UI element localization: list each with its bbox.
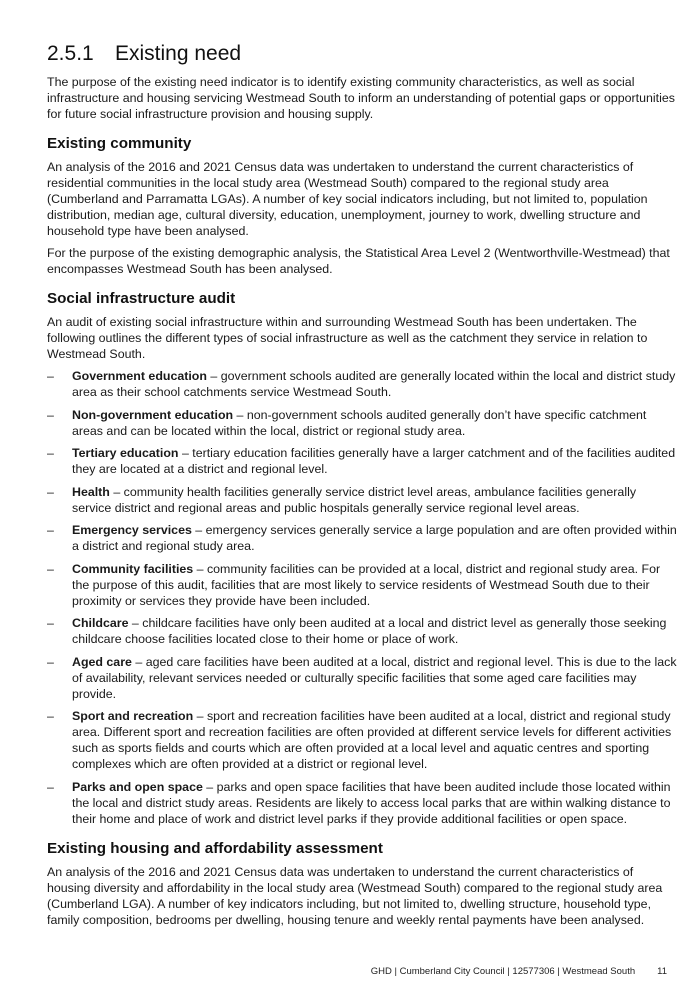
list-item [47, 368, 677, 400]
housing-heading: Existing housing and affordability assessment [47, 839, 383, 857]
dash-bullet: – [47, 779, 54, 794]
section-intro: The purpose of the existing need indicator is to identify existing community characteristics, as well as social infrastructure and housing servicing Westmead South to inform an understanding of potential gaps or opportunities for future social infrastructure provision and housing supply. [47, 75, 675, 121]
list-item-term: Childcare [72, 616, 129, 630]
list-item-term: Community facilities [72, 561, 194, 576]
list-item-text: – tertiary education facilities generally have a larger catchment and of the facilities audited they are located at a district and regional level. [72, 446, 676, 476]
page-number: 11 [657, 966, 667, 977]
list-item-text: – community health facilities generally service district level areas, ambulance facilities generally service district and regional areas and public hospitals generally service regional level areas. [72, 484, 637, 515]
dash-bullet: – [47, 561, 54, 576]
list-item-term: Parks and open space [72, 779, 203, 794]
list-item-text: – emergency services generally service a large population and are often provided within a district and regional study area. [72, 523, 677, 553]
list-item-text: – parks and open space facilities that have been audited include those located within the local and district study areas. Residents are likely to access local parks that are within walking distance to their home and place of work and district level parks if they provide additional facilities or open space. [72, 779, 671, 826]
list-item-text: – non-government schools audited generally don’t have specific catchment areas and can be located within the local, district or regional study area. [72, 407, 647, 438]
housing-paragraph: An analysis of the 2016 and 2021 Census data was undertaken to understand the current characteristics of housing diversity and affordability in the local study area (Westmead South) compared to the regional study area (Cumberland LGA). A number of key indicators including, but not limited to, dwelling structure, household type, family composition, bedrooms per dwelling, housing tenure and weekly rental payments have been analysed. [47, 864, 663, 927]
social-infrastructure-list [47, 368, 677, 827]
section-title: Existing need [115, 42, 242, 65]
dash-bullet: – [47, 709, 54, 723]
social-audit-heading: Social infrastructure audit [47, 290, 236, 307]
list-item-term: Tertiary education [72, 446, 179, 460]
list-item-term: Non-government education [72, 407, 234, 422]
dash-bullet: – [47, 407, 54, 422]
existing-community-heading: Existing community [47, 135, 192, 152]
list-item-term: Sport and recreation [72, 709, 194, 723]
dash-bullet: – [47, 654, 54, 669]
list-item [47, 654, 677, 702]
list-item-term: Aged care [72, 654, 132, 669]
list-item [47, 407, 677, 439]
list-item [47, 445, 677, 477]
dash-bullet: – [47, 369, 54, 383]
list-item-text: – aged care facilities have been audited at a local, district and regional level. This is due to the lack of availability, relevant services needed or culturally specific facilities that some aged care facilities may provide. [72, 654, 677, 701]
list-item [47, 615, 677, 647]
existing-community-paragraph-2: For the purpose of the existing demographic analysis, the Statistical Area Level 2 (Wentworthville-Westmead) that encompasses Westmead South has been analysed. [47, 246, 670, 276]
list-item [47, 484, 677, 516]
list-item-term: Health [72, 484, 110, 499]
dash-bullet: – [47, 523, 54, 537]
dash-bullet: – [47, 446, 54, 460]
social-audit-intro: An audit of existing social infrastructure within and surrounding Westmead South has been undertaken. The following outlines the different types of social infrastructure as well as the catchment they service in relation to Westmead South. [47, 315, 648, 361]
list-item-term: Government education [72, 369, 207, 383]
list-item [47, 708, 677, 772]
list-item-text: – government schools audited are generally located within the local and district study area as their school catchments service Westmead South. [72, 369, 676, 399]
document-page [47, 40, 677, 934]
list-item-text: – community facilities can be provided at a local, district and regional study area. For the purpose of this audit, facilities that are most likely to service residents of Westmead South due to their proximity or services they provide have been included. [72, 561, 661, 608]
list-item [47, 522, 677, 554]
footer-text: GHD | Cumberland City Council | 12577306 | Westmead South [370, 966, 636, 977]
section-heading [47, 40, 677, 68]
list-item-text: – childcare facilities have only been audited at a local and district level as generally those seeking childcare choose facilities located close to their home or place of work. [72, 616, 667, 646]
page-footer [371, 966, 667, 978]
dash-bullet: – [47, 484, 54, 499]
list-item [47, 779, 677, 827]
list-item [47, 561, 677, 609]
list-item-text: – sport and recreation facilities have been audited at a local, district and regional study area. Different sport and recreation facilities are often provided at different service levels for different activities such as sports fields and courts which are often provided at a local level and aquatic centres and sporting complexes which are often provided at a district or regional level. [72, 709, 672, 771]
section-number: 2.5.1 [47, 42, 94, 65]
existing-community-paragraph-1: An analysis of the 2016 and 2021 Census data was undertaken to understand the current characteristics of residential communities in the local study area (Westmead South) compared to the regional study area (Cumberland and Parramatta LGAs). A number of key social indicators including, but not limited to, population distribution, median age, cultural diversity, education, unemployment, journey to work, dwelling structure and household type have been analysed. [47, 160, 648, 238]
dash-bullet: – [47, 616, 54, 630]
list-item-term: Emergency services [72, 523, 192, 537]
